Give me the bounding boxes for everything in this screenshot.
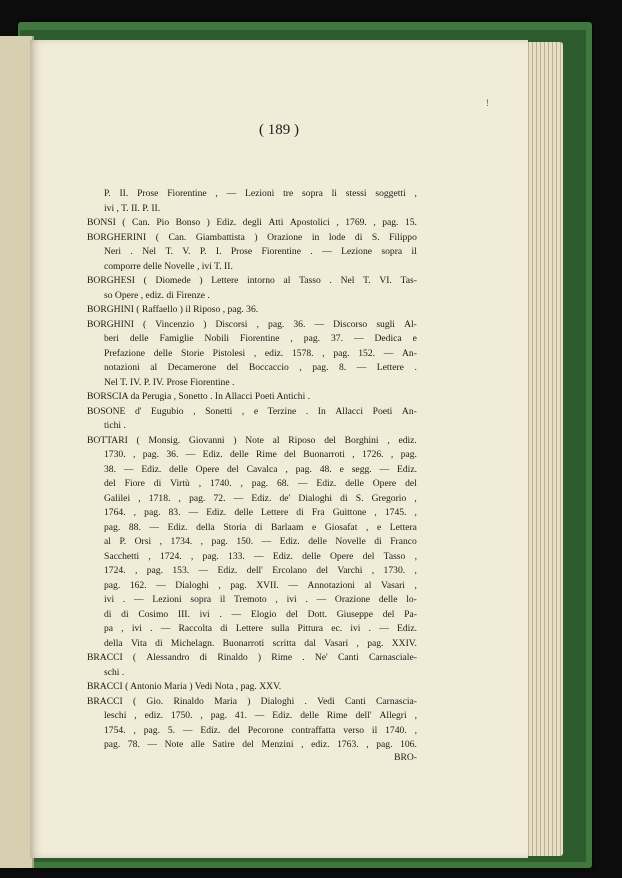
text-line: pag. 88. — Ediz. della Storia di Barlaam e Giosafat , e Lettera [104,521,417,533]
text-line: beri delle Famiglie Nobili Fiorentine , pag. 37. — Dedica e [104,333,417,344]
text-line: Galilei , 1718. , pag. 72. — Ediz. de' Dialoghi di S. Gregorio , [104,492,417,504]
text-line: BOSONE d' Eugubio , Sonetti , e Terzine . In Allacci Poeti An- [87,405,417,417]
text-line: 1724. , pag. 153. — Ediz. dell' Ercolano del Varchi , 1730. , [104,565,417,576]
page-number: ( 189 ) [259,122,299,138]
book-page [30,40,528,858]
text-line: comporre delle Novelle , ivi T. II. [104,260,233,272]
text-line: schi . [104,666,125,678]
text-line: ivi , T. II. P. II. [104,202,161,214]
text-line: di di Cosimo III. ivi . — Elogio del Dott. Giuseppe del Pa- [104,608,417,620]
text-line: BORGHERINI ( Can. Giambattista ) Orazione in lode di S. Filippo [87,231,417,243]
text-line: BORGHINI ( Raffaello ) il Riposo , pag. 36. [87,304,259,315]
text-line: pag. 78. — Note alle Satire del Menzini , ediz. 1763. , pag. 106. [104,739,417,750]
text-line: BRACCI ( Antonio Maria ) Vedi Nota , pag. XXV. [87,681,282,692]
text-line: Neri . Nel T. V. P. I. Prose Fiorentine . — Lezione sopra il [104,246,417,257]
text-line: al P. Orsi , 1734. , pag. 150. — Ediz. delle Novelle di Franco [104,536,417,547]
text-line: BORGHINI ( Vincenzio ) Discorsi , pag. 36. — Discorso sugli Al- [87,318,417,330]
text-line: Prefazione delle Storie Pistolesi , ediz. 1578. , pag. 152. — An- [104,347,417,359]
text-line: ivi . — Lezioni sopra il Tremoto , ivi . — Orazione delle lo- [104,594,417,605]
text-line: della Vita di Michelagn. Buonarroti scritta dal Vasari , pag. XXIV. [104,637,417,649]
text-line: leschi , ediz. 1750. , pag. 41. — Ediz. delle Rime dell' Allegri , [104,710,417,721]
text-line: 38. — Ediz. delle Opere del Cavalca , pag. 48. e segg. — Ediz. [104,463,417,475]
text-line: P. II. Prose Fiorentine , — Lezioni tre sopra li stessi soggetti , [104,188,417,199]
text-line: tichi . [104,420,126,431]
text-line: 1730. , pag. 36. — Ediz. delle Rime del Buonarroti , 1726. , pag. [104,449,417,460]
text-line: BOTTARI ( Monsig. Giovanni ) Note al Riposo del Borghini , ediz. [87,434,417,446]
facing-page-edge [0,36,34,868]
text-line: BRACCI ( Gio. Rinaldo Maria ) Dialoghi . Vedi Canti Carnascia- [87,695,417,707]
page-stack-edges [525,42,563,856]
text-line: Nel T. IV. P. IV. Prose Fiorentine . [104,376,235,388]
text-line: BORGHESI ( Diomede ) Lettere intorno al Tasso . Nel T. VI. Tas- [87,275,417,286]
text-line: pag. 162. — Dialoghi , pag. XVII. — Annotazioni al Vasari , [104,579,417,591]
text-line: so Opere , ediz. di Firenze . [104,289,210,301]
text-line: 1764. , pag. 83. — Ediz. delle Lettere di Fra Guittone , 1745. , [104,507,417,518]
text-line: BORSCIA da Perugia , Sonetto . In Allacci Poeti Antichi . [87,391,311,402]
text-line: BRACCI ( Alessandro di Rinaldo ) Rime . Ne' Canti Carnasciale- [87,652,417,663]
index-text [87,187,417,765]
catchword: BRO- [394,751,417,763]
text-line: 1754. , pag. 5. — Ediz. del Pecorone contraffatta verso il 1740. , [104,724,417,736]
edge-mark: ! [486,98,489,108]
text-line: notazioni al Decamerone del Boccaccio , pag. 8. — Lettere . [104,362,417,373]
text-line: Sacchetti , 1724. , pag. 133. — Ediz. delle Opere del Tasso , [104,550,417,562]
text-line: pa , ivi . — Raccolta di Lettere sulla Pittura ec. ivi . — Ediz. [104,623,417,634]
text-line: del Fiore di Virtù , 1740. , pag. 68. — Ediz. delle Opere del [104,478,417,489]
text-line: BONSI ( Can. Pio Bonso ) Ediz. degli Atti Apostolici , 1769. , pag. 15. [87,217,417,228]
